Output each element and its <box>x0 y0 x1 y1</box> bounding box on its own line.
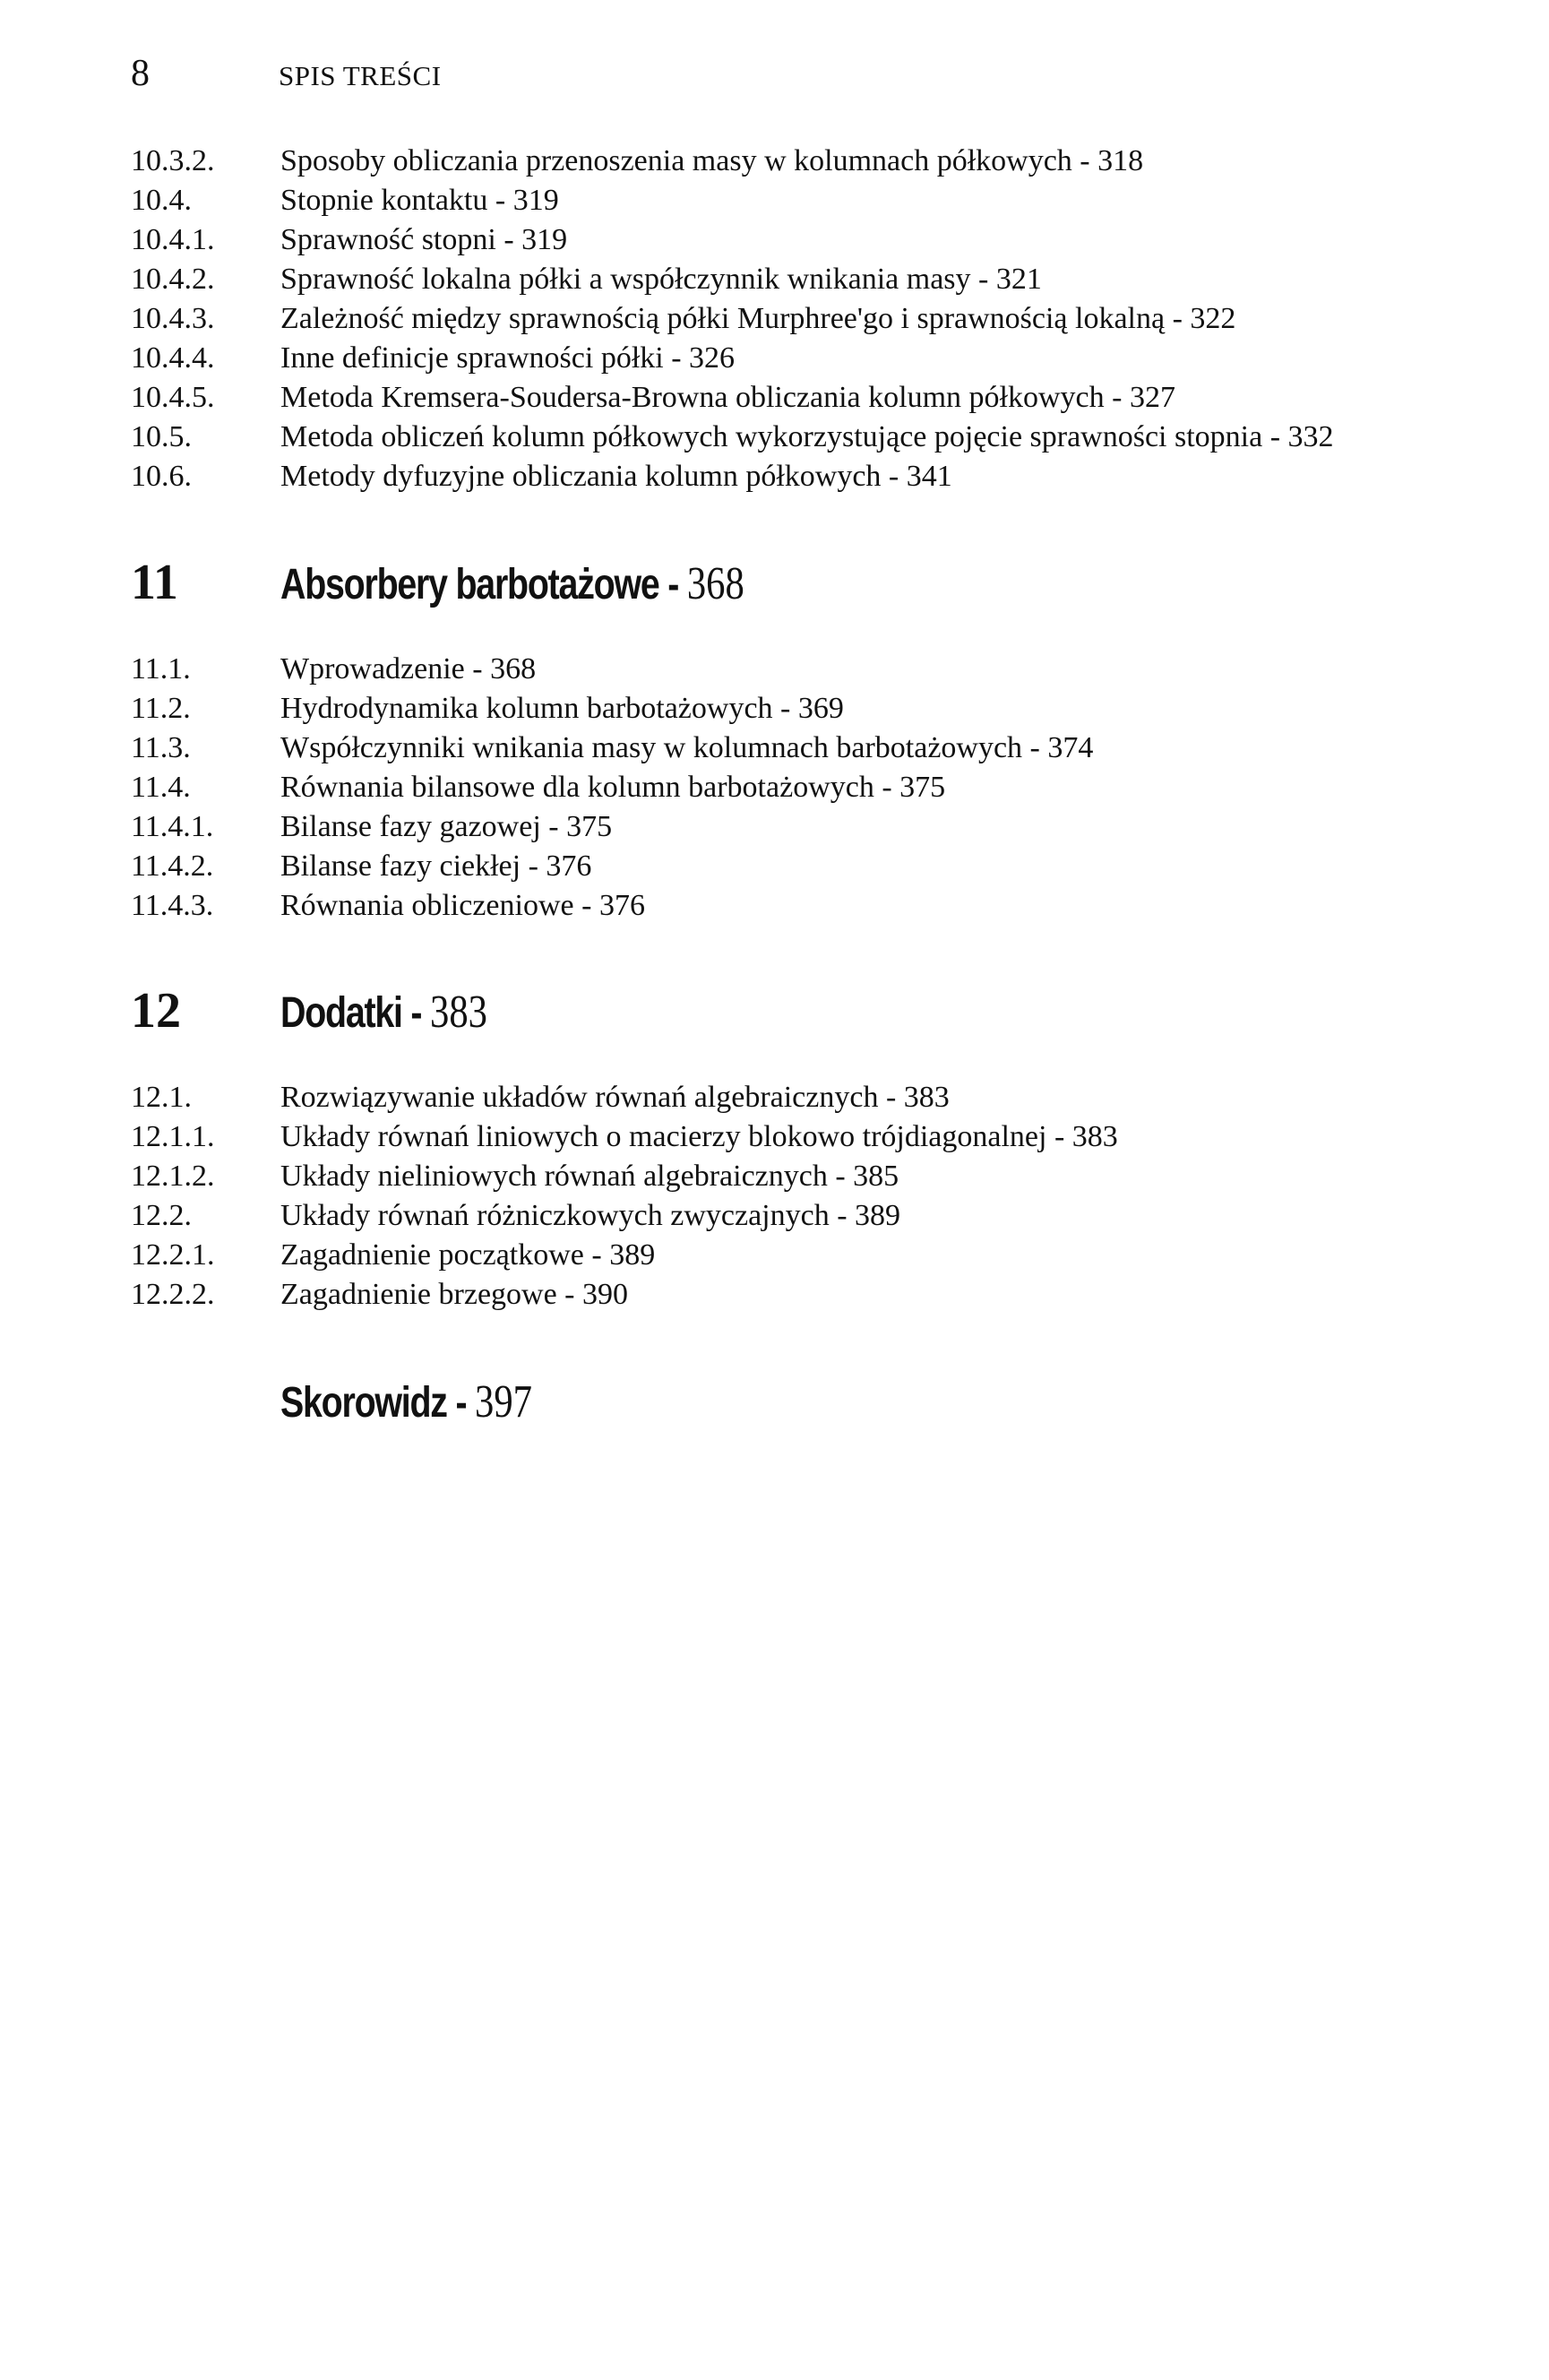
entry-number: 11.3. <box>131 731 191 764</box>
entry-number: 10.5. <box>131 420 192 453</box>
chapter-12-heading[interactable] <box>131 982 533 1045</box>
entry-number: 11.4.1. <box>131 810 214 843</box>
entry-number: 11.4.3. <box>131 889 214 922</box>
toc-entry[interactable] <box>131 142 1528 181</box>
running-title: SPIS TREŚCI <box>279 60 442 91</box>
chapter-11-entries <box>131 650 1528 926</box>
entry-title: Sprawność stopni - 319 <box>280 223 568 256</box>
entry-number: 10.6. <box>131 460 192 493</box>
index-title-text: Skorowidz - <box>280 1379 476 1427</box>
entry-number: 12.1.2. <box>131 1160 215 1193</box>
entry-number: 12.2.2. <box>131 1278 215 1311</box>
page-number: 8 <box>131 53 150 94</box>
entry-title: Metody dyfuzyjne obliczania kolumn półkowych - 341 <box>280 460 952 493</box>
entry-title: Zależność między sprawnością półki Murphree'go i sprawnością lokalną - 322 <box>280 302 1236 335</box>
entry-title: Współczynniki wnikania masy w kolumnach barbotażowych - 374 <box>280 731 1094 764</box>
entry-title: Rozwiązywanie układów równań algebraicznych - 383 <box>280 1081 950 1114</box>
entry-number: 12.1. <box>131 1081 192 1114</box>
toc-entry[interactable] <box>131 1157 1528 1196</box>
chapter-title <box>280 557 744 610</box>
toc-entry[interactable] <box>131 378 1528 418</box>
entry-number: 10.4.1. <box>131 223 215 256</box>
toc-entry[interactable] <box>131 181 1528 220</box>
entry-number: 10.4. <box>131 184 192 217</box>
toc-entry[interactable] <box>131 729 1528 768</box>
entry-title: Sprawność lokalna półki a współczynnik wnikania masy - 321 <box>280 263 1042 296</box>
running-header <box>131 52 442 97</box>
toc-entry[interactable] <box>131 1196 1528 1236</box>
entry-number: 10.4.4. <box>131 341 215 375</box>
entry-number: 12.2. <box>131 1199 192 1232</box>
chapter-number: 12 <box>131 983 181 1039</box>
toc-entry[interactable] <box>131 339 1528 378</box>
toc-entry[interactable] <box>131 1236 1528 1275</box>
toc-entry[interactable] <box>131 768 1528 807</box>
entry-title: Wprowadzenie - 368 <box>280 652 537 686</box>
toc-entry[interactable] <box>131 886 1528 926</box>
entry-title: Równania obliczeniowe - 376 <box>280 889 645 922</box>
entry-title: Układy równań różniczkowych zwyczajnych - 389 <box>280 1199 901 1232</box>
toc-entry[interactable] <box>131 418 1528 457</box>
entry-number: 11.4. <box>131 771 191 804</box>
entry-title: Zagadnienie początkowe - 389 <box>280 1238 656 1272</box>
chapter-page: 383 <box>430 987 487 1038</box>
toc-entry[interactable] <box>131 847 1528 886</box>
entry-title: Metoda Kremsera-Soudersa-Browna obliczania kolumn półkowych - 327 <box>280 381 1175 414</box>
entry-number: 10.4.5. <box>131 381 215 414</box>
entry-number: 10.4.3. <box>131 302 215 335</box>
index-page: 397 <box>475 1376 533 1427</box>
entry-number: 12.1.1. <box>131 1120 215 1153</box>
chapter-11-heading[interactable] <box>131 554 846 617</box>
index-heading[interactable] <box>280 1375 588 1438</box>
chapter-title-text: Dodatki - <box>280 989 431 1037</box>
entry-number: 11.2. <box>131 692 191 725</box>
entry-title: Bilanse fazy gazowej - 375 <box>280 810 613 843</box>
toc-entry[interactable] <box>131 689 1528 729</box>
chapter-title-text: Absorbery barbotażowe - <box>280 561 687 608</box>
entry-number: 10.3.2. <box>131 144 215 177</box>
toc-entry[interactable] <box>131 650 1528 689</box>
toc-entry[interactable] <box>131 1275 1528 1315</box>
entry-title: Stopnie kontaktu - 319 <box>280 184 559 217</box>
entry-number: 11.1. <box>131 652 191 686</box>
entry-title: Hydrodynamika kolumn barbotażowych - 369 <box>280 692 844 725</box>
toc-entry[interactable] <box>131 457 1528 496</box>
entry-title: Inne definicje sprawności półki - 326 <box>280 341 736 375</box>
toc-entry[interactable] <box>131 299 1528 339</box>
chapter-title <box>280 986 487 1039</box>
entry-title: Metoda obliczeń kolumn półkowych wykorzystujące pojęcie sprawności stopnia - 332 <box>280 420 1334 453</box>
toc-entry[interactable] <box>131 1117 1528 1157</box>
entry-title: Równania bilansowe dla kolumn barbotażowych - 375 <box>280 771 946 804</box>
chapter-number: 11 <box>131 555 178 610</box>
toc-entry[interactable] <box>131 220 1528 260</box>
entry-title: Sposoby obliczania przenoszenia masy w kolumnach półkowych - 318 <box>280 144 1144 177</box>
entry-title: Zagadnienie brzegowe - 390 <box>280 1278 628 1311</box>
entry-title: Układy nieliniowych równań algebraicznych - 385 <box>280 1160 899 1193</box>
entry-title: Bilanse fazy ciekłej - 376 <box>280 849 592 883</box>
entry-number: 10.4.2. <box>131 263 215 296</box>
index-title <box>280 1375 532 1428</box>
toc-entry[interactable] <box>131 1078 1528 1117</box>
toc-entry[interactable] <box>131 260 1528 299</box>
entry-number: 11.4.2. <box>131 849 214 883</box>
toc-entry[interactable] <box>131 807 1528 847</box>
chapter-page: 368 <box>686 558 744 609</box>
entry-title: Układy równań liniowych o macierzy blokowo trójdiagonalnej - 383 <box>280 1120 1118 1153</box>
chapter-12-entries <box>131 1078 1528 1315</box>
entry-number: 12.2.1. <box>131 1238 215 1272</box>
chapter-10-entries <box>131 142 1528 496</box>
